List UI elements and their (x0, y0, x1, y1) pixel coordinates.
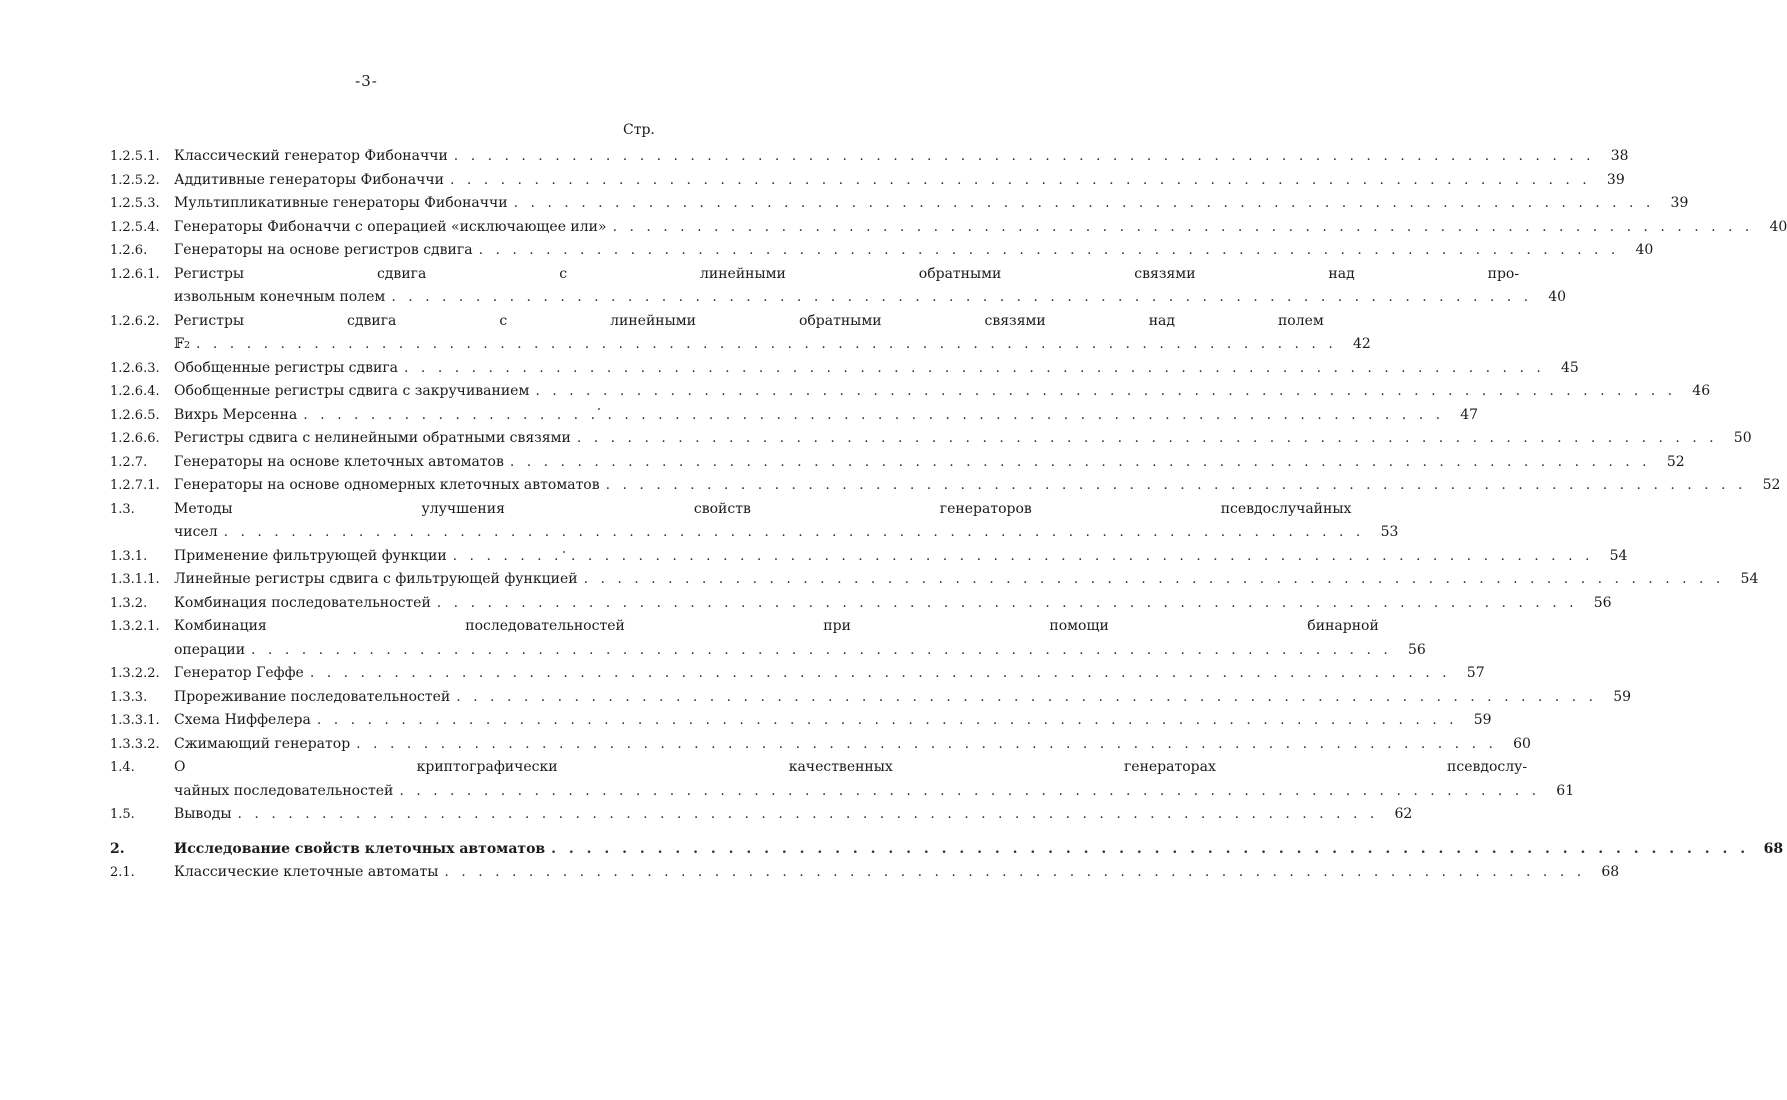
toc-entry-number: 2. (110, 840, 125, 857)
toc-entry (110, 380, 1711, 404)
scan-speck (598, 408, 600, 410)
toc-entry-title: Комбинация последовательностей при помощи бинарной (174, 618, 1379, 634)
toc-entry-line (174, 192, 1688, 216)
page-number: -3- (355, 72, 378, 90)
toc-entry (110, 263, 1567, 310)
toc-entry-title: Обобщенные регистры сдвига (174, 359, 399, 376)
toc-entry-title: Классические клеточные автоматы (174, 864, 439, 880)
toc-entry-title: Выводы (174, 806, 232, 822)
toc-page-number: 68 (1763, 840, 1784, 857)
toc-entry-body (174, 861, 1619, 885)
toc-entry-body (174, 803, 1412, 827)
toc-entry (110, 686, 1632, 710)
toc-entry-title: О криптографически качественных генераторах псевдослу- (174, 759, 1528, 775)
toc-entry-title: Регистры сдвига с линейными обратными связями над про- (174, 265, 1520, 282)
toc-entry-line (174, 756, 1574, 780)
toc-entry-body (174, 498, 1398, 545)
toc-page-number: 40 (1635, 242, 1654, 258)
toc-entry-title: Комбинация последовательностей (174, 594, 431, 611)
toc-entry-body (174, 568, 1758, 592)
toc-entry-line (174, 615, 1426, 639)
toc-entry-title: Вихрь Мерсенна (174, 406, 298, 423)
toc-entry-line (174, 239, 1653, 263)
toc-dot-leader (303, 404, 1444, 428)
toc-page-number: 54 (1609, 547, 1628, 564)
toc-page-number: 50 (1733, 430, 1752, 446)
toc-entry-body (174, 145, 1629, 169)
toc-page-number: 38 (1610, 148, 1629, 164)
toc-entry-title: Генераторы на основе одномерных клеточных автоматов (174, 477, 600, 493)
toc-entry-line (174, 498, 1398, 522)
toc-entry-line (174, 404, 1478, 428)
toc-entry-body (174, 733, 1531, 757)
toc-entry-title: Линейные регистры сдвига с фильтрующей функцией (174, 571, 578, 587)
toc-entry-title: чайных последовательностей (174, 782, 394, 799)
toc-entry-title: операции (174, 641, 246, 658)
toc-entry (110, 310, 1371, 357)
toc-entry-number: 1.2.7.1. (110, 478, 160, 493)
toc-entry (110, 474, 1781, 498)
toc-entry-body (174, 756, 1574, 803)
toc-entry-body (174, 192, 1688, 216)
toc-dot-leader (454, 145, 1595, 169)
toc-entry-line (174, 733, 1531, 757)
toc-entry-number: 1.2.5.3. (110, 196, 160, 211)
toc-entry (110, 861, 1620, 885)
toc-page-number: 45 (1560, 359, 1579, 376)
toc-entry-title: Генераторы на основе клеточных автоматов (174, 453, 504, 470)
toc-entry (110, 803, 1413, 827)
toc-entry-number: 1.4. (110, 760, 135, 775)
toc-dot-leader (224, 521, 1365, 545)
table-of-contents (110, 145, 1787, 885)
toc-dot-leader (514, 192, 1655, 216)
toc-entry (110, 169, 1625, 193)
toc-entry-number: 1.2.5.1. (110, 149, 160, 164)
toc-dot-leader (456, 686, 1597, 710)
toc-entry (110, 404, 1479, 428)
toc-entry (110, 216, 1787, 240)
toc-entry-body (174, 263, 1566, 310)
toc-entry (110, 756, 1575, 803)
toc-entry-number: 1.3.3.2. (110, 736, 160, 752)
toc-entry-number: 1.3.1.1. (110, 572, 160, 587)
toc-entry-title: Методы улучшения свойств генераторов псевдослучайных (174, 500, 1352, 517)
toc-entry-number: 1.2.6.6. (110, 431, 160, 446)
toc-page-number: 59 (1613, 688, 1632, 705)
toc-entry-line (174, 662, 1485, 686)
toc-entry (110, 451, 1685, 475)
toc-entry-title: Регистры сдвига с линейными обратными связями над полем (174, 312, 1324, 329)
toc-entry-line (174, 451, 1685, 475)
toc-entry-title: Исследование свойств клеточных автоматов (174, 840, 546, 857)
toc-entry-number: 1.2.5.2. (110, 172, 160, 188)
toc-entry-body (174, 662, 1485, 686)
toc-entry-number: 1.3. (110, 501, 135, 517)
toc-page-number: 52 (1666, 453, 1685, 470)
toc-entry-line (174, 521, 1398, 545)
toc-entry-line (174, 263, 1566, 287)
toc-entry-line (174, 310, 1371, 334)
toc-entry-body (174, 404, 1478, 428)
toc-dot-leader (606, 474, 1747, 498)
toc-page-number: 52 (1762, 477, 1781, 493)
toc-entry-subscript: 2 (183, 340, 190, 351)
toc-entry-number: 1.2.6.2. (110, 313, 160, 329)
toc-page-number: 40 (1769, 218, 1787, 235)
toc-entry-body (174, 709, 1492, 733)
toc-entry-line (174, 568, 1758, 592)
toc-page-number: 68 (1601, 864, 1620, 880)
toc-entry-line (174, 286, 1566, 310)
toc-entry-number: 1.3.3. (110, 689, 148, 705)
toc-page-number: 60 (1513, 735, 1531, 752)
toc-entry-body (174, 615, 1426, 662)
toc-dot-leader (584, 568, 1725, 592)
toc-entry-body (174, 357, 1579, 381)
toc-entry (110, 145, 1629, 169)
toc-entry (110, 545, 1628, 569)
toc-entry-line (174, 686, 1631, 710)
toc-entry-number: 1.3.2. (110, 595, 148, 611)
toc-entry-number: 1.3.3.1. (110, 713, 160, 728)
toc-page-number: 42 (1352, 336, 1371, 352)
toc-page-number: 53 (1380, 524, 1399, 540)
toc-entry-title: Обобщенные регистры сдвига с закручиванием (174, 383, 530, 399)
toc-entry (110, 427, 1752, 451)
toc-entry-number: 1.2.7. (110, 454, 148, 470)
toc-page-number: 39 (1670, 195, 1689, 211)
toc-entry-number: 1.2.6.4. (110, 384, 160, 399)
toc-entry-number: 1.5. (110, 807, 135, 822)
toc-entry-number: 2.1. (110, 865, 135, 880)
toc-entry-body (174, 474, 1780, 498)
toc-dot-leader (196, 333, 1337, 357)
toc-dot-leader (551, 838, 1749, 862)
toc-entry-title: извольным конечным полем (174, 289, 386, 305)
toc-dot-leader (577, 427, 1718, 451)
toc-entry-line (174, 333, 1371, 357)
toc-entry-title: Регистры сдвига с нелинейными обратными связями (174, 430, 571, 446)
toc-dot-leader (479, 239, 1620, 263)
toc-entry-line (174, 803, 1412, 827)
toc-page-number: 56 (1593, 594, 1612, 611)
toc-entry (110, 239, 1654, 263)
toc-entry (110, 357, 1579, 381)
toc-entry-title: Генераторы на основе регистров сдвига (174, 242, 473, 258)
toc-entry (110, 498, 1399, 545)
scan-speck (563, 551, 565, 553)
toc-page-number: 59 (1473, 712, 1492, 728)
toc-page-number: 39 (1606, 171, 1625, 188)
page-column-header: Стр. (623, 122, 655, 138)
toc-entry-title: чисел (174, 524, 218, 540)
toc-dot-leader (510, 451, 1651, 475)
toc-page-number: 54 (1740, 571, 1759, 587)
toc-chapter-entry (110, 838, 1784, 862)
toc-entry-body (174, 427, 1752, 451)
toc-entry-number: 1.3.1. (110, 548, 148, 564)
toc-entry-title: Прореживание последовательностей (174, 688, 451, 705)
toc-entry (110, 192, 1689, 216)
toc-entry-line (174, 216, 1787, 240)
toc-entry-title: Генератор Геффе (174, 665, 304, 681)
toc-dot-leader (453, 545, 1594, 569)
toc-entry-title: 𝔽 (174, 336, 184, 352)
toc-entry-line (174, 639, 1426, 663)
toc-entry (110, 615, 1426, 662)
toc-entry-body (174, 451, 1685, 475)
toc-dot-leader (251, 639, 1392, 663)
toc-entry-number: 1.3.2.1. (110, 619, 160, 634)
toc-page-number: 61 (1556, 782, 1575, 799)
toc-entry-line (174, 861, 1619, 885)
toc-entry-body (174, 838, 1783, 862)
toc-entry-line (174, 780, 1574, 804)
toc-entry-title: Аддитивные генераторы Фибоначчи (174, 171, 444, 188)
toc-dot-leader (310, 662, 1451, 686)
toc-entry-body (174, 169, 1625, 193)
toc-page-number: 47 (1460, 406, 1479, 423)
toc-dot-leader (391, 286, 1532, 310)
toc-page-number: 40 (1548, 289, 1567, 305)
toc-entry-number: 1.2.6. (110, 243, 148, 258)
toc-entry-line (174, 709, 1492, 733)
toc-entry-number: 1.2.6.5. (110, 407, 160, 423)
toc-dot-leader (317, 709, 1458, 733)
toc-entry-title: Сжимающий генератор (174, 735, 351, 752)
toc-page-number: 57 (1466, 665, 1485, 681)
toc-entry (110, 592, 1612, 616)
toc-dot-leader (450, 169, 1591, 193)
toc-entry-line (174, 545, 1627, 569)
toc-entry-number: 1.2.6.3. (110, 360, 160, 376)
toc-entry-body (174, 239, 1653, 263)
toc-entry-body (174, 380, 1710, 404)
toc-entry-body (174, 545, 1627, 569)
toc-dot-leader (238, 803, 1379, 827)
toc-entry-line (174, 145, 1629, 169)
toc-page-number: 56 (1407, 641, 1426, 658)
toc-entry-body (174, 216, 1787, 240)
toc-entry (110, 733, 1531, 757)
toc-entry-body (174, 592, 1612, 616)
toc-entry-body (174, 310, 1371, 357)
toc-entry-line (174, 169, 1625, 193)
toc-entry-line (174, 592, 1612, 616)
toc-page-number: 46 (1692, 383, 1711, 399)
toc-entry-title: Схема Ниффелера (174, 712, 311, 728)
toc-entry-title: Классический генератор Фибоначчи (174, 148, 448, 164)
toc-entry-line (174, 474, 1780, 498)
toc-entry (110, 662, 1485, 686)
toc-dot-leader (404, 357, 1545, 381)
toc-entry-number: 1.2.6.1. (110, 266, 160, 282)
toc-entry-line (174, 380, 1710, 404)
toc-entry-title: Применение фильтрующей функции (174, 547, 447, 564)
toc-dot-leader (356, 733, 1497, 757)
toc-dot-leader (535, 380, 1676, 404)
toc-entry-title: Генераторы Фибоначчи с операцией «исключающее или» (174, 218, 607, 235)
toc-entry-line (174, 838, 1783, 862)
toc-entry-number: 1.2.5.4. (110, 219, 160, 235)
toc-entry-line (174, 427, 1752, 451)
toc-entry-body (174, 686, 1631, 710)
toc-entry-number: 1.3.2.2. (110, 666, 160, 681)
toc-dot-leader (437, 592, 1578, 616)
toc-entry (110, 568, 1759, 592)
toc-entry-title: Мультипликативные генераторы Фибоначчи (174, 195, 508, 211)
toc-dot-leader (444, 861, 1585, 885)
toc-entry (110, 709, 1492, 733)
toc-dot-leader (399, 780, 1540, 804)
toc-dot-leader (613, 216, 1754, 240)
toc-page-number: 62 (1394, 806, 1413, 822)
toc-entry-line (174, 357, 1579, 381)
